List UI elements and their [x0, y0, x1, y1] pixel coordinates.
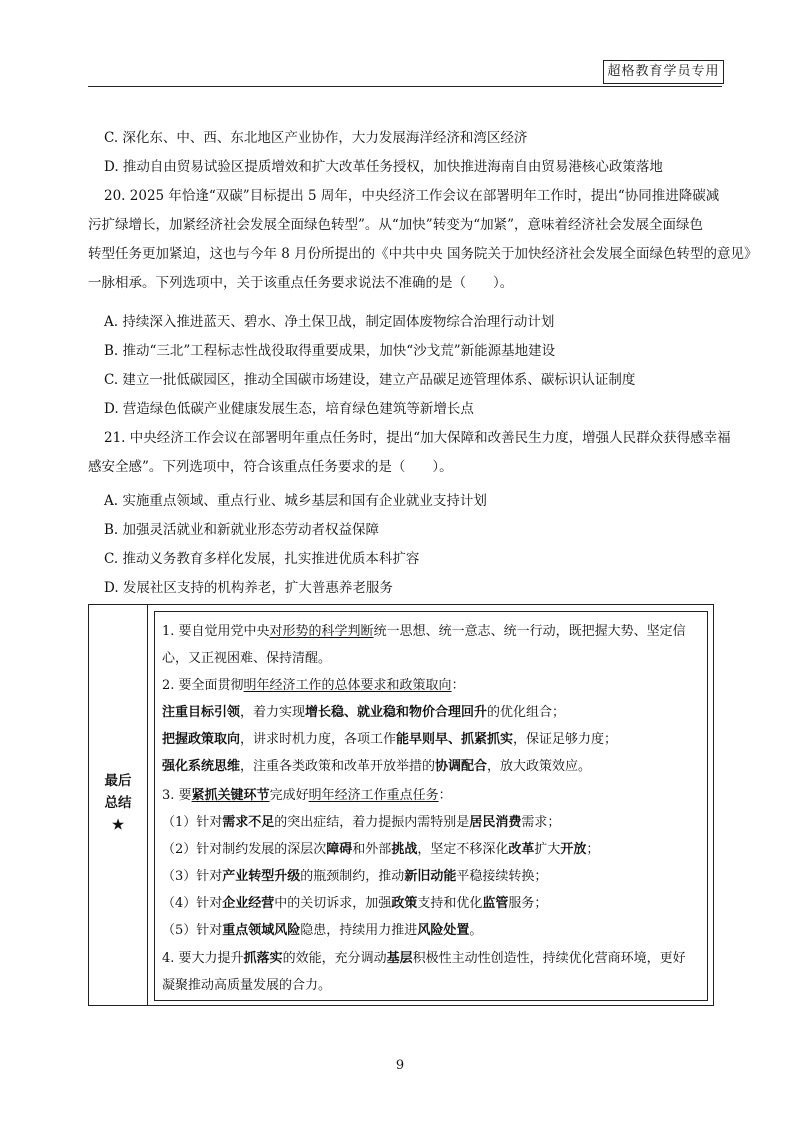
- summary-point-3: 3. 要紧抓关键环节完成好明年经济工作重点任务：: [162, 788, 452, 803]
- q20-option-d: D. 营造绿色低碳产业健康发展生态，培育绿色建筑等新增长点: [104, 401, 474, 417]
- summary-item-3: （3）针对产业转型升级的瓶颈制约，推动新旧动能平稳接续转换；: [162, 869, 548, 884]
- summary-point-4: 4. 要大力提升抓落实的效能，充分调动基层积极性主动性创造性，持续优化营商环境，更好: [162, 951, 686, 966]
- q21-option-b: B. 加强灵活就业和新就业形态劳动者权益保障: [104, 522, 380, 538]
- summary-point-2-line-3: 强化系统思维，注重各类政策和改革开放举措的协调配合，放大政策效应。: [162, 759, 592, 774]
- q21-option-d: D. 发展社区支持的机构养老，扩大普惠养老服务: [104, 580, 393, 596]
- summary-item-4: （4）针对企业经营中的关切诉求，加强政策支持和优化监管服务；: [162, 896, 548, 911]
- header-rule: [88, 86, 722, 87]
- q20-stem-4: 一脉相承。下列选项中，关于该重点任务要求说法不准确的是（ ）。: [88, 275, 514, 291]
- q19-option-c: C. 深化东、中、西、东北地区产业协作，大力发展海洋经济和湾区经济: [104, 130, 528, 146]
- q20-stem-2: 污扩绿增长，加紧经济社会发展全面绿色转型”。从“加快”转变为“加紧”，意味着经济社会发展全面绿色: [88, 217, 704, 233]
- summary-point-4-cont: 凝聚推动高质量发展的合力。: [162, 978, 332, 993]
- summary-item-5: （5）针对重点领域风险隐患，持续用力推进风险处置。: [162, 923, 483, 938]
- summary-point-2: 2. 要全面贯彻明年经济工作的总体要求和政策取向：: [162, 678, 465, 693]
- summary-point-1-cont: 心，又正视困难、保持清醒。: [162, 651, 332, 666]
- q20-stem-1: 20. 2025 年恰逢“双碳”目标提出 5 周年，中央经济工作会议在部署明年工作时，提出“协同推进降碳减: [104, 188, 720, 204]
- q20-option-a: A. 持续深入推进蓝天、碧水、净土保卫战，制定固体废物综合治理行动计划: [104, 314, 555, 330]
- summary-item-2: （2）针对制约发展的深层次障碍和外部挑战，坚定不移深化改革扩大开放；: [162, 842, 600, 857]
- star-icon: ★: [111, 817, 125, 833]
- side-label-line-1: 最后: [104, 773, 132, 789]
- side-label-line-2: 总结: [104, 795, 132, 811]
- summary-item-1: （1）针对需求不足的突出症结，着力提振内需特别是居民消费需求；: [162, 815, 561, 830]
- watermark-stamp: 超格教育学员专用: [603, 60, 724, 84]
- q21-stem-1: 21. 中央经济工作会议在部署明年重点任务时，提出“加大保障和改善民生力度，增强人民群众获得感幸福: [104, 430, 731, 446]
- summary-side-label: [88, 770, 148, 836]
- q21-stem-2: 感安全感”。下列选项中，符合该重点任务要求的是（ ）。: [88, 459, 453, 475]
- q21-option-a: A. 实施重点领域、重点行业、城乡基层和国有企业就业支持计划: [104, 493, 487, 509]
- summary-point-1: 1. 要自觉用党中央对形势的科学判断统一思想、统一意志、统一行动，既把握大势、坚定信: [162, 624, 686, 639]
- q20-option-b: B. 推动“三北”工程标志性战役取得重要成果，加快“沙戈荒”新能源基地建设: [104, 343, 556, 359]
- summary-content-frame: [154, 611, 708, 1001]
- page-number: 9: [395, 1058, 405, 1073]
- q21-option-c: C. 推动义务教育多样化发展，扎实推进优质本科扩容: [104, 551, 420, 567]
- summary-point-2-line-2: 把握政策取向，讲求时机力度，各项工作能早则早、抓紧抓实，保证足够力度；: [162, 732, 618, 747]
- q20-stem-3: 转型任务更加紧迫，这也与今年 8 月份所提出的《中共中央 国务院关于加快经济社会发展全面绿色转型的意见》: [88, 246, 758, 262]
- q20-option-c: C. 建立一批低碳园区，推动全国碳市场建设，建立产品碳足迹管理体系、碳标识认证制度: [104, 372, 636, 388]
- q19-option-d: D. 推动自由贸易试验区提质增效和扩大改革任务授权，加快推进海南自由贸易港核心政策落地: [104, 159, 663, 175]
- summary-point-2-line-1: 注重目标引领，着力实现增长稳、就业稳和物价合理回升的优化组合；: [162, 705, 566, 720]
